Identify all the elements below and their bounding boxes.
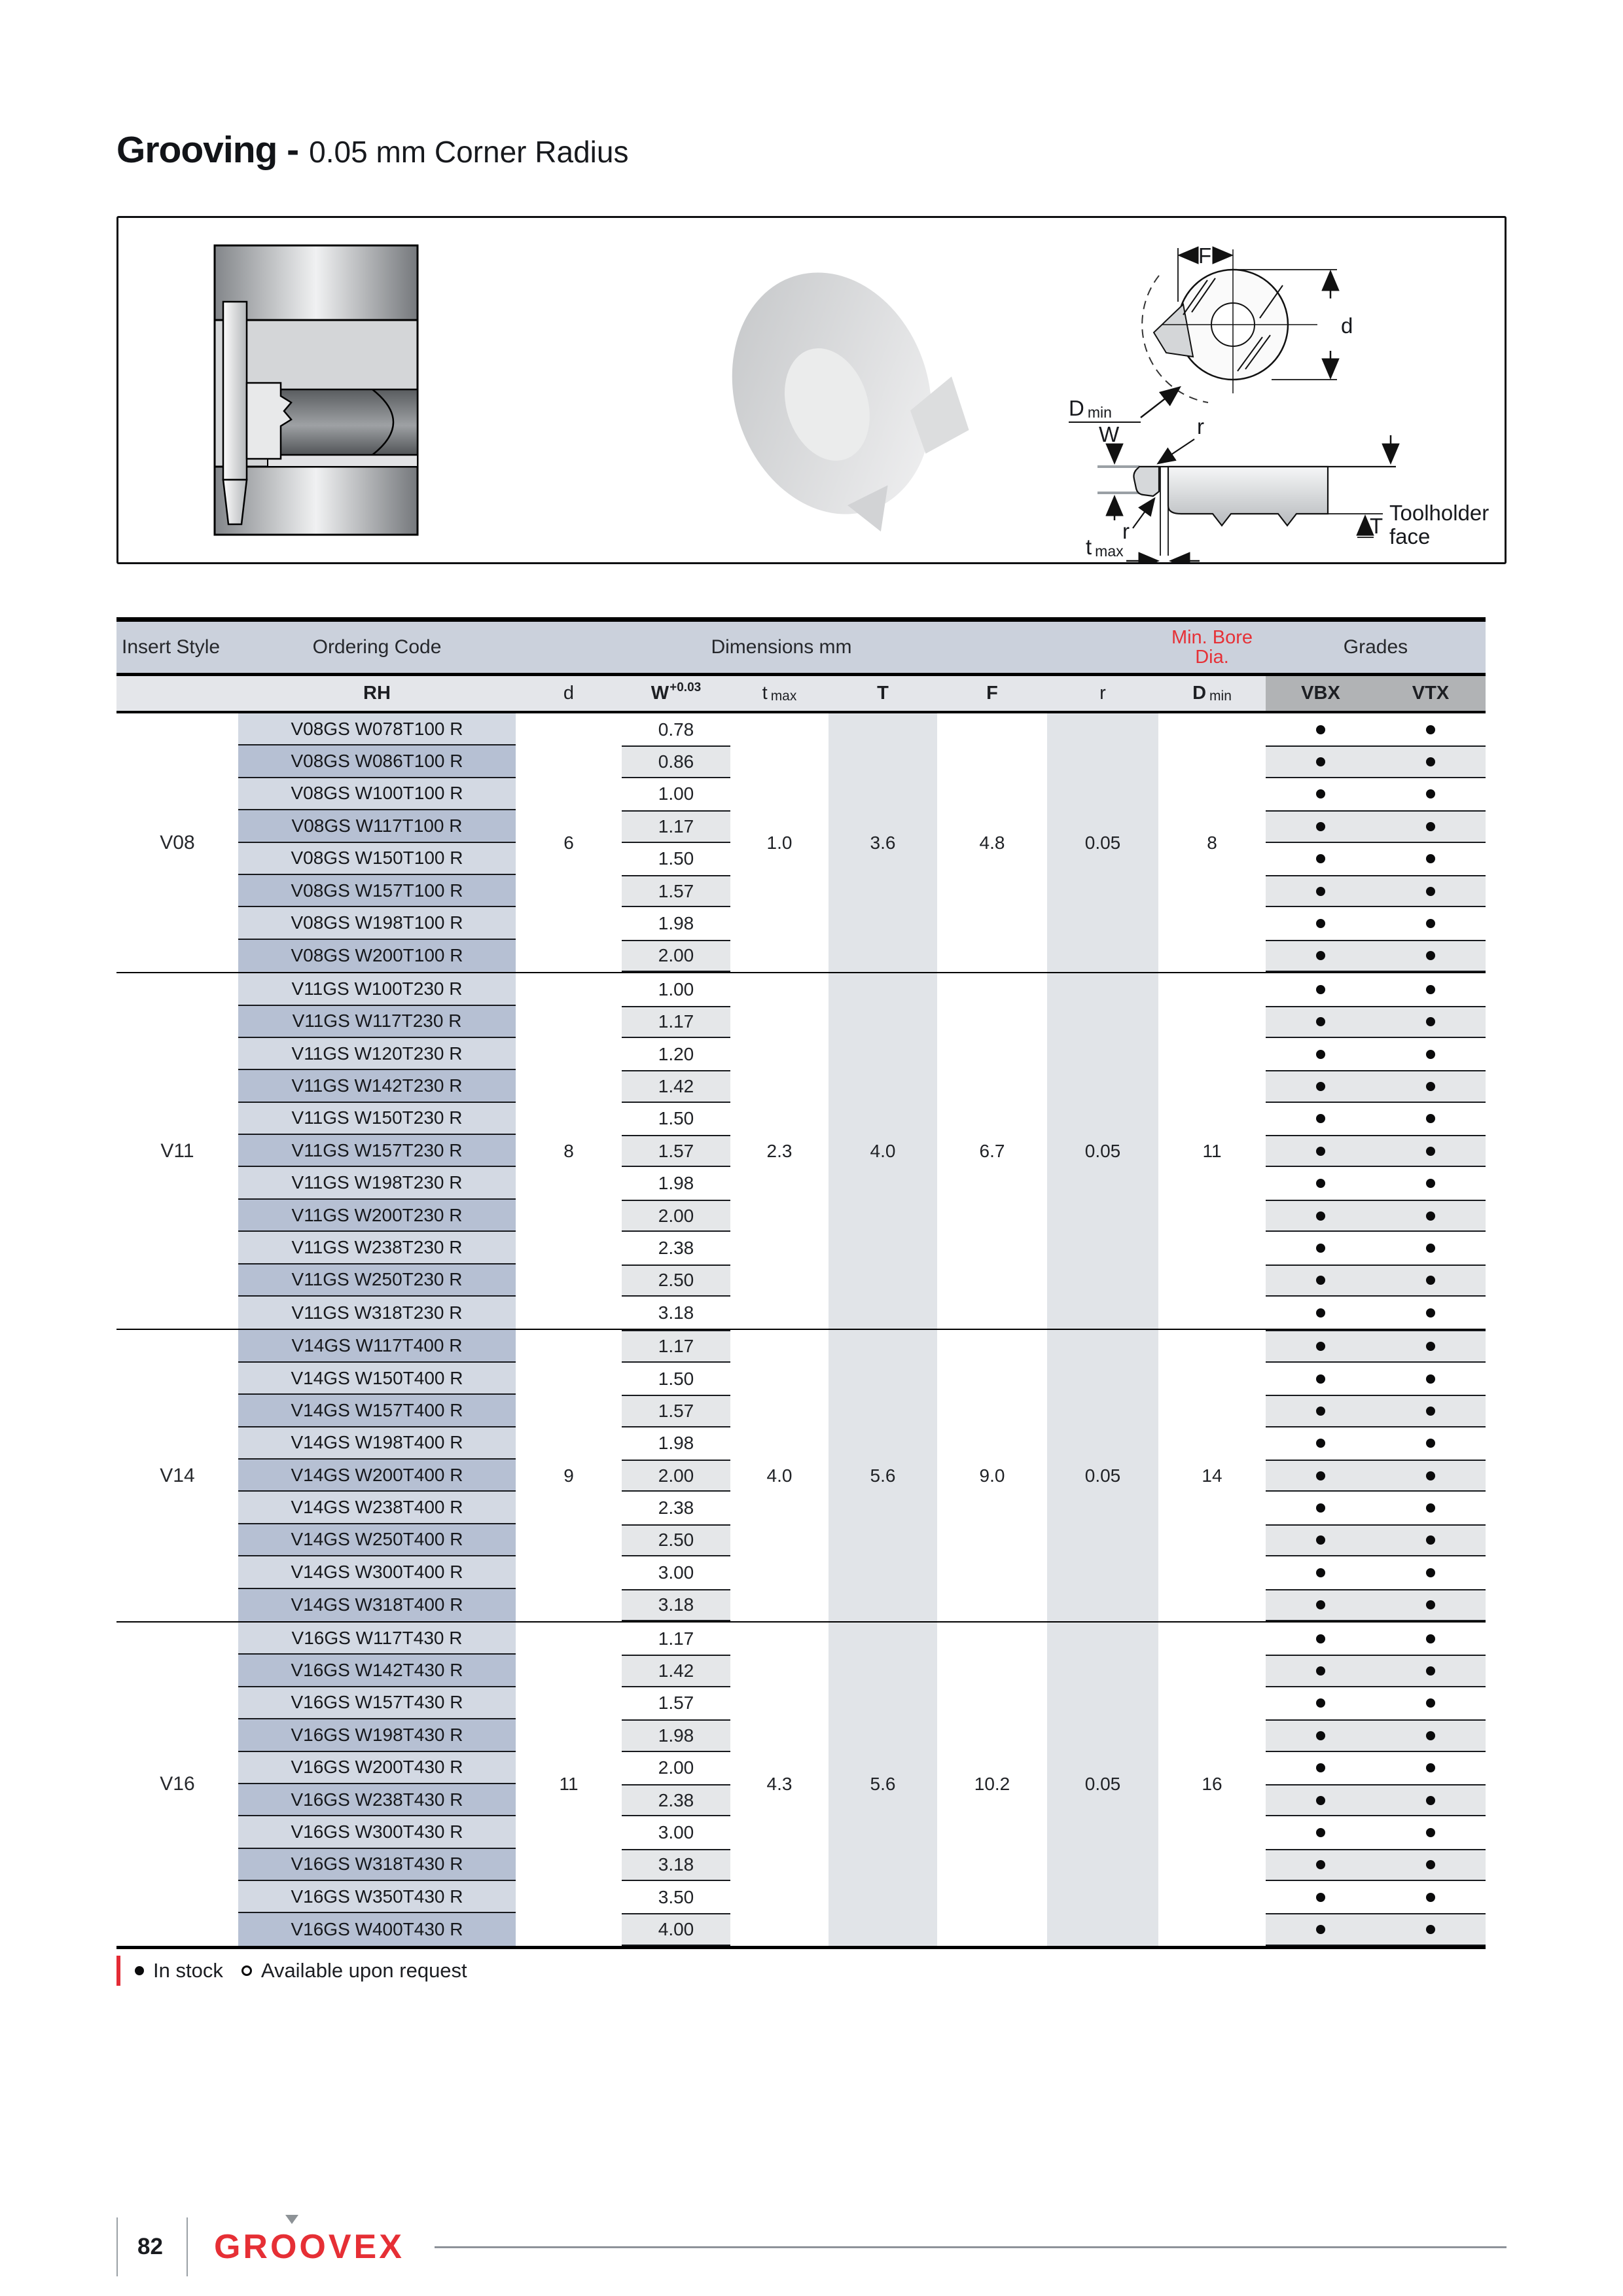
grades-cell: [1266, 1167, 1486, 1199]
vtx-stock-dot: [1426, 1503, 1435, 1513]
ordering-code-cell: V16GS W238T430 R: [238, 1784, 516, 1816]
ordering-code-cell: V11GS W157T230 R: [238, 1135, 516, 1167]
grades-cell: [1266, 778, 1486, 810]
insert-group-v16: [116, 1621, 1486, 1946]
brand-logo: GROOVEX: [213, 2228, 404, 2266]
open-dot-icon: [241, 1965, 252, 1976]
vbx-stock-dot: [1316, 1082, 1325, 1091]
subheader-w: W +0.03: [651, 680, 702, 704]
subheader-r: r: [1099, 683, 1106, 704]
legend-available: Available upon request: [260, 1959, 467, 1982]
vbx-stock-dot: [1316, 1179, 1325, 1188]
ordering-code-cell: V14GS W250T400 R: [238, 1524, 516, 1556]
insert-style-label: V11: [160, 1139, 194, 1162]
header-ordering-code: Ordering Code: [312, 636, 442, 658]
vbx-stock-dot: [1316, 1796, 1325, 1805]
vbx-stock-dot: [1316, 1503, 1325, 1513]
vtx-stock-dot: [1426, 1374, 1435, 1384]
label-D-min: D min: [1069, 396, 1112, 421]
ordering-code-cell: V16GS W157T430 R: [238, 1687, 516, 1719]
label-t-max: t max: [1086, 535, 1124, 560]
vbx-stock-dot: [1316, 1600, 1325, 1609]
grades-cell: [1266, 1363, 1486, 1395]
footer-divider: [187, 2217, 188, 2276]
r-value: 0.05: [1047, 713, 1158, 972]
vtx-stock-dot: [1426, 757, 1435, 766]
ordering-code-cell: V16GS W142T430 R: [238, 1655, 516, 1687]
grades-cell: [1266, 1849, 1486, 1881]
figure-box: [116, 216, 1507, 564]
insert-group-v11: [116, 972, 1486, 1329]
page-number: 82: [137, 2234, 163, 2259]
w-value-cell: 1.17: [658, 1628, 694, 1649]
vtx-stock-dot: [1426, 1017, 1435, 1026]
grades-cell: [1266, 1784, 1486, 1816]
vbx-stock-dot: [1316, 919, 1325, 928]
w-value-cell: 1.17: [622, 1006, 730, 1038]
label-T: T: [1370, 514, 1383, 538]
vtx-stock-dot: [1426, 1893, 1435, 1902]
grades-cell: [1266, 1913, 1486, 1945]
insert-3d-render: [702, 240, 990, 562]
w-value-cell: 1.98: [622, 1719, 730, 1751]
grades-cell: [1266, 1881, 1486, 1913]
ordering-code-cell: V11GS W150T230 R: [238, 1103, 516, 1135]
vbx-stock-dot: [1316, 1211, 1325, 1221]
w-value-cell: 3.18: [622, 1589, 730, 1621]
grades-cell: [1266, 1103, 1486, 1135]
d-value: 8: [563, 1140, 574, 1161]
grades-cell: [1266, 1427, 1486, 1460]
grades-cell: [1266, 940, 1486, 972]
label-r-top: r: [1197, 414, 1204, 439]
T-value: 3.6: [829, 713, 937, 972]
grades-cell: [1266, 1623, 1486, 1655]
vtx-stock-dot: [1426, 985, 1435, 994]
vtx-stock-dot: [1426, 1796, 1435, 1805]
w-value-cell: 1.98: [658, 1173, 694, 1194]
ordering-code-cell: V11GS W250T230 R: [238, 1265, 516, 1297]
vtx-stock-dot: [1426, 854, 1435, 863]
insert-group-v14: [116, 1329, 1486, 1621]
vbx-stock-dot: [1316, 1308, 1325, 1318]
r-value: 0.05: [1047, 973, 1158, 1329]
catalog-table: [116, 617, 1486, 1949]
F-value: 4.8: [979, 832, 1005, 853]
w-value-cell: 2.00: [658, 1757, 694, 1778]
insert-side-view-diagram: [1086, 414, 1489, 561]
w-value-cell: 1.42: [622, 1655, 730, 1687]
w-value-cell: 2.00: [622, 940, 730, 972]
vbx-stock-dot: [1316, 1731, 1325, 1740]
vbx-stock-dot: [1316, 1634, 1325, 1643]
vtx-stock-dot: [1426, 951, 1435, 960]
grades-cell: [1266, 713, 1486, 745]
vbx-stock-dot: [1316, 789, 1325, 798]
ordering-code-cell: V16GS W300T430 R: [238, 1816, 516, 1848]
grades-cell: [1266, 907, 1486, 939]
label-W: W: [1099, 422, 1120, 446]
vbx-stock-dot: [1316, 1050, 1325, 1059]
vtx-stock-dot: [1426, 1439, 1435, 1448]
filled-dot-icon: [135, 1966, 144, 1975]
ordering-code-cell: V16GS W350T430 R: [238, 1881, 516, 1913]
vtx-stock-dot: [1426, 1276, 1435, 1285]
vtx-stock-dot: [1426, 1860, 1435, 1869]
w-value-cell: 1.57: [622, 1135, 730, 1167]
grades-cell: [1266, 1655, 1486, 1687]
D-min-value: 14: [1202, 1465, 1222, 1486]
vtx-stock-dot: [1426, 725, 1435, 734]
vtx-stock-dot: [1426, 1407, 1435, 1416]
table-header-main: [116, 617, 1486, 676]
w-value-cell: 1.57: [658, 1693, 694, 1713]
footer-divider: [116, 2217, 118, 2276]
ordering-code-cell: V14GS W198T400 R: [238, 1427, 516, 1460]
vbx-stock-dot: [1316, 1114, 1325, 1123]
ordering-code-cell: V08GS W078T100 R: [238, 713, 516, 745]
r-value: 0.05: [1047, 1330, 1158, 1621]
vbx-stock-dot: [1316, 1407, 1325, 1416]
ordering-code-cell: V14GS W117T400 R: [238, 1330, 516, 1362]
w-value-cell: 1.17: [622, 810, 730, 842]
w-value-cell: 3.18: [658, 1302, 694, 1323]
vtx-stock-dot: [1426, 1568, 1435, 1577]
T-value: 5.6: [829, 1330, 937, 1621]
T-value: 4.0: [829, 973, 937, 1329]
label-r-bottom: r: [1122, 519, 1130, 543]
w-value-cell: 1.57: [622, 875, 730, 907]
D-min-value: 16: [1202, 1773, 1222, 1794]
ordering-code-cell: V14GS W318T400 R: [238, 1589, 516, 1621]
vbx-stock-dot: [1316, 1925, 1325, 1934]
ordering-code-cell: V11GS W142T230 R: [238, 1070, 516, 1102]
vtx-stock-dot: [1426, 1925, 1435, 1934]
ordering-code-cell: V11GS W198T230 R: [238, 1167, 516, 1199]
stock-legend: [116, 1956, 467, 1986]
subheader-F: F: [986, 683, 998, 704]
grades-cell: [1266, 1556, 1486, 1588]
vtx-stock-dot: [1426, 1535, 1435, 1545]
logo-triangle-icon: [285, 2215, 298, 2224]
legend-red-bar: [116, 1956, 120, 1986]
ordering-code-cell: V08GS W100T100 R: [238, 778, 516, 810]
grades-cell: [1266, 1232, 1486, 1264]
vbx-stock-dot: [1316, 757, 1325, 766]
header-insert-style: Insert Style: [122, 636, 221, 658]
w-value-cell: 1.50: [658, 1108, 694, 1129]
vbx-stock-dot: [1316, 1893, 1325, 1902]
grades-cell: [1266, 1006, 1486, 1038]
w-value-cell: 2.38: [658, 1498, 694, 1518]
grades-cell: [1266, 1265, 1486, 1297]
w-value-cell: 1.42: [622, 1070, 730, 1102]
grades-cell: [1266, 1070, 1486, 1102]
grades-cell: [1266, 1719, 1486, 1751]
vbx-stock-dot: [1316, 1471, 1325, 1480]
grades-cell: [1266, 1524, 1486, 1556]
vbx-stock-dot: [1316, 1535, 1325, 1545]
vbx-stock-dot: [1316, 1439, 1325, 1448]
subheader-d-min: D min: [1192, 683, 1232, 704]
vbx-stock-dot: [1316, 1666, 1325, 1676]
vtx-stock-dot: [1426, 1600, 1435, 1609]
table-body: [116, 713, 1486, 1949]
label-d: d: [1341, 314, 1353, 338]
vtx-stock-dot: [1426, 887, 1435, 896]
grades-cell: [1266, 1816, 1486, 1848]
vtx-stock-dot: [1426, 1308, 1435, 1318]
grades-cell: [1266, 745, 1486, 778]
vbx-stock-dot: [1316, 854, 1325, 863]
header-min-bore: Min. Bore Dia.: [1171, 626, 1253, 668]
insert-group-v08: [116, 713, 1486, 972]
D-min-value: 8: [1207, 832, 1217, 853]
grades-cell: [1266, 1200, 1486, 1232]
insert-top-view-diagram: [1069, 243, 1353, 422]
w-value-cell: 2.00: [622, 1460, 730, 1492]
w-value-cell: 2.00: [622, 1200, 730, 1232]
w-value-cell: 2.38: [622, 1784, 730, 1816]
page-title-rest: 0.05 mm Corner Radius: [309, 135, 629, 169]
vtx-stock-dot: [1426, 1763, 1435, 1772]
vbx-stock-dot: [1316, 1568, 1325, 1577]
t-max-value: 2.3: [766, 1140, 793, 1161]
w-value-cell: 1.57: [622, 1395, 730, 1427]
w-value-cell: 0.78: [658, 719, 694, 740]
grades-cell: [1266, 1297, 1486, 1329]
vbx-stock-dot: [1316, 1342, 1325, 1351]
vtx-stock-dot: [1426, 789, 1435, 798]
ordering-code-cell: V11GS W318T230 R: [238, 1297, 516, 1329]
vtx-stock-dot: [1426, 1211, 1435, 1221]
page-footer: [116, 2217, 1507, 2276]
t-max-value: 4.3: [766, 1773, 793, 1794]
grades-cell: [1266, 1492, 1486, 1524]
vbx-stock-dot: [1316, 951, 1325, 960]
vtx-stock-dot: [1426, 1471, 1435, 1480]
vtx-stock-dot: [1426, 1244, 1435, 1253]
vtx-stock-dot: [1426, 1050, 1435, 1059]
subheader-T: T: [877, 683, 889, 704]
ordering-code-cell: V11GS W200T230 R: [238, 1200, 516, 1232]
r-value: 0.05: [1047, 1623, 1158, 1946]
w-value-cell: 1.98: [658, 913, 694, 934]
w-value-cell: 1.00: [658, 783, 694, 804]
vtx-stock-dot: [1426, 1342, 1435, 1351]
footer-rule: [435, 2246, 1507, 2248]
label-F: F: [1198, 243, 1212, 268]
ordering-code-cell: V16GS W200T430 R: [238, 1752, 516, 1784]
grades-cell: [1266, 1135, 1486, 1167]
page-title-bold: Grooving -: [116, 129, 299, 171]
w-value-cell: 0.86: [622, 745, 730, 778]
header-grades: Grades: [1343, 636, 1408, 658]
vbx-stock-dot: [1316, 1374, 1325, 1384]
subheader-vbx: VBX: [1266, 676, 1376, 711]
w-value-cell: 1.50: [658, 848, 694, 869]
d-value: 11: [559, 1773, 579, 1794]
grades-cell: [1266, 973, 1486, 1005]
ordering-code-cell: V14GS W238T400 R: [238, 1492, 516, 1524]
w-value-cell: 3.50: [658, 1886, 694, 1907]
ordering-code-cell: V14GS W157T400 R: [238, 1395, 516, 1427]
T-value: 5.6: [829, 1623, 937, 1946]
vtx-stock-dot: [1426, 1634, 1435, 1643]
vbx-stock-dot: [1316, 1017, 1325, 1026]
vbx-stock-dot: [1316, 725, 1325, 734]
d-value: 6: [563, 832, 574, 853]
insert-style-label: V08: [160, 831, 195, 853]
subheader-empty: [116, 676, 238, 711]
grades-cell: [1266, 1395, 1486, 1427]
w-value-cell: 1.98: [658, 1433, 694, 1454]
w-value-cell: 3.00: [658, 1821, 694, 1842]
vtx-stock-dot: [1426, 822, 1435, 831]
w-value-cell: 1.00: [658, 978, 694, 999]
vbx-stock-dot: [1316, 822, 1325, 831]
subheader-t-max: t max: [762, 683, 797, 704]
grades-cell: [1266, 875, 1486, 907]
label-toolholder-2: face: [1389, 524, 1431, 548]
vtx-stock-dot: [1426, 1147, 1435, 1156]
label-toolholder-1: Toolholder: [1389, 501, 1489, 525]
ordering-code-cell: V08GS W150T100 R: [238, 843, 516, 875]
w-value-cell: 1.50: [658, 1368, 694, 1389]
ordering-code-cell: V08GS W157T100 R: [238, 875, 516, 907]
vtx-stock-dot: [1426, 1666, 1435, 1676]
ordering-code-cell: V16GS W198T430 R: [238, 1719, 516, 1751]
insert-style-label: V14: [160, 1464, 195, 1486]
legend-in-stock: In stock: [153, 1959, 223, 1982]
w-value-cell: 2.50: [622, 1524, 730, 1556]
grades-cell: [1266, 843, 1486, 875]
vtx-stock-dot: [1426, 1828, 1435, 1837]
ordering-code-cell: V16GS W400T430 R: [238, 1913, 516, 1945]
w-value-cell: 1.20: [658, 1043, 694, 1064]
F-value: 6.7: [979, 1140, 1005, 1161]
w-value-cell: 3.18: [622, 1849, 730, 1881]
ordering-code-cell: V16GS W117T430 R: [238, 1623, 516, 1655]
technical-drawing: [118, 218, 1505, 562]
vbx-stock-dot: [1316, 1763, 1325, 1772]
F-value: 10.2: [974, 1773, 1010, 1794]
subheader-d: d: [563, 683, 575, 704]
t-max-value: 1.0: [766, 832, 793, 853]
vbx-stock-dot: [1316, 985, 1325, 994]
grades-cell: [1266, 1687, 1486, 1719]
vbx-stock-dot: [1316, 1860, 1325, 1869]
w-value-cell: 1.17: [622, 1330, 730, 1362]
F-value: 9.0: [979, 1465, 1005, 1486]
vbx-stock-dot: [1316, 1147, 1325, 1156]
t-max-value: 4.0: [766, 1465, 793, 1486]
grades-cell: [1266, 1752, 1486, 1784]
insert-style-label: V16: [160, 1772, 195, 1795]
grades-cell: [1266, 1460, 1486, 1492]
ordering-code-cell: V14GS W150T400 R: [238, 1363, 516, 1395]
vtx-stock-dot: [1426, 1082, 1435, 1091]
table-header-sub: [116, 676, 1486, 713]
d-value: 9: [563, 1465, 574, 1486]
vbx-stock-dot: [1316, 1244, 1325, 1253]
vbx-stock-dot: [1316, 1828, 1325, 1837]
header-dimensions: Dimensions mm: [711, 636, 852, 658]
vbx-stock-dot: [1316, 887, 1325, 896]
grades-cell: [1266, 810, 1486, 842]
D-min-value: 11: [1202, 1140, 1222, 1161]
ordering-code-cell: V08GS W198T100 R: [238, 907, 516, 939]
w-value-cell: 2.38: [658, 1237, 694, 1258]
subheader-vtx: VTX: [1376, 676, 1486, 711]
ordering-code-cell: V14GS W200T400 R: [238, 1460, 516, 1492]
ordering-code-cell: V16GS W318T430 R: [238, 1849, 516, 1881]
page-title: [116, 128, 628, 171]
w-value-cell: 4.00: [622, 1913, 730, 1945]
grades-cell: [1266, 1589, 1486, 1621]
vtx-stock-dot: [1426, 1114, 1435, 1123]
grades-cell: [1266, 1038, 1486, 1070]
vbx-stock-dot: [1316, 1698, 1325, 1708]
vtx-stock-dot: [1426, 919, 1435, 928]
ordering-code-cell: V11GS W120T230 R: [238, 1038, 516, 1070]
cross-section-illustration: [215, 245, 418, 535]
vtx-stock-dot: [1426, 1698, 1435, 1708]
ordering-code-cell: V08GS W200T100 R: [238, 940, 516, 972]
ordering-code-cell: V11GS W100T230 R: [238, 973, 516, 1005]
ordering-code-cell: V11GS W238T230 R: [238, 1232, 516, 1264]
vtx-stock-dot: [1426, 1179, 1435, 1188]
grades-cell: [1266, 1330, 1486, 1362]
ordering-code-cell: V08GS W086T100 R: [238, 745, 516, 778]
w-value-cell: 2.50: [622, 1265, 730, 1297]
ordering-code-cell: V14GS W300T400 R: [238, 1556, 516, 1588]
subheader-rh: RH: [363, 683, 391, 704]
vtx-stock-dot: [1426, 1731, 1435, 1740]
ordering-code-cell: V11GS W117T230 R: [238, 1006, 516, 1038]
ordering-code-cell: V08GS W117T100 R: [238, 810, 516, 842]
w-value-cell: 3.00: [658, 1562, 694, 1583]
vbx-stock-dot: [1316, 1276, 1325, 1285]
